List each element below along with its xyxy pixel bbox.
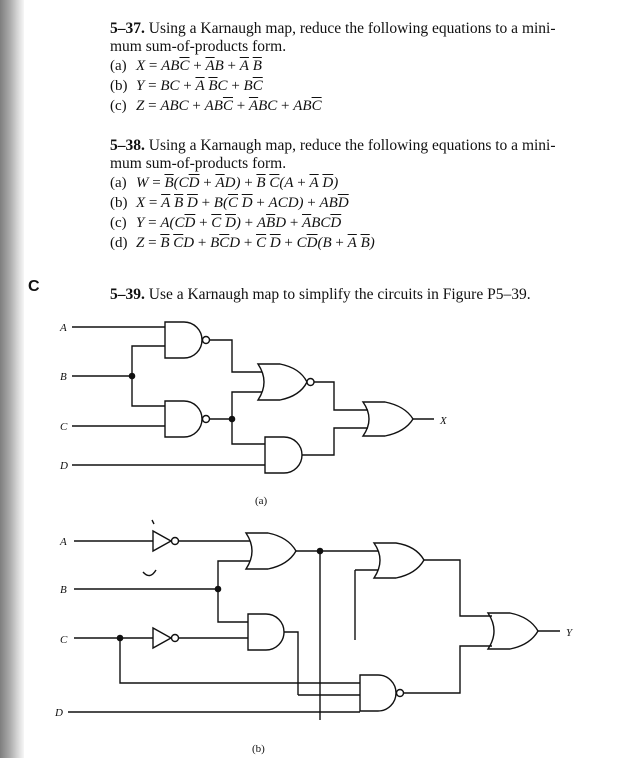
problem-number: 5–39. [110, 286, 145, 303]
wire-b-up [132, 346, 165, 376]
output-label-x: X [440, 415, 447, 427]
junction-dot [129, 373, 134, 378]
part-label: (b) [110, 78, 128, 94]
figure-caption-a: (a) [255, 495, 268, 507]
equation-5-37-b: (b) Y = BC + $\overline{A}$ $\overline{B}C + B\overline{C}$ [110, 78, 263, 94]
junction-dot [215, 586, 220, 591]
inverter-a [153, 531, 171, 551]
margin-level-letter: C [28, 278, 40, 295]
figure-caption-b: (b) [252, 743, 265, 755]
circuit-a [59, 322, 448, 507]
nand-gate-1 [165, 322, 202, 358]
inversion-bubble [172, 635, 179, 642]
input-label-d: D [60, 460, 68, 472]
wire-nor-out [314, 382, 368, 410]
problem-text-line: mum sum-of-products form. [110, 155, 287, 172]
and-gate-1 [248, 614, 284, 650]
equation-5-38-b: (b) $X = \overline{A}$ $\overline{B}$ $\overline{D} + B(\overline{C}$ $\overline{D} + ACD) + AB\overline{D}$ [110, 195, 349, 211]
circuit-b [54, 520, 574, 755]
inversion-bubble [203, 337, 210, 344]
wire-and1-out [284, 632, 298, 695]
problem-text-line: Use a Karnaugh map to simplify the circuits in Figure P5–39. [148, 286, 531, 303]
wire-b-down [132, 376, 165, 406]
part-label: (a) [110, 175, 127, 191]
input-label-a: A [60, 322, 67, 334]
nor-gate [258, 364, 307, 400]
part-label: (a) [110, 58, 127, 74]
inversion-bubble [397, 690, 404, 697]
wire-nand-out [404, 646, 493, 693]
equation-5-37-c: (c) Z = ABC + $AB\overline{C} + \overline{A}BC + AB\overline{C}$ [110, 98, 322, 114]
wire-or2-out [424, 560, 492, 616]
problem-number: 5–37. [110, 20, 145, 37]
wire-g2-up [232, 392, 262, 419]
input-label-c: C [60, 634, 68, 646]
problem-number: 5–38. [110, 137, 145, 154]
input-label-c: C [60, 421, 68, 433]
inverter-c [153, 628, 171, 648]
equation-5-37-a: (a) $X = AB\overline{C} + \overline{A}B + \overline{A}$ $\overline{B}$ [110, 58, 262, 74]
problem-text-line: Using a Karnaugh map, reduce the following equations to a mini- [148, 137, 556, 154]
stray-mark [152, 520, 154, 524]
or-gate-final [488, 613, 538, 649]
equation-5-38-c: (c) $Y = A(C\overline{D} + \overline{C}$ $\overline{D}) + A\overline{B}D + \overline{A}BC\overline{D}$ [110, 215, 342, 231]
equation-5-38-d: (d) $Z = \overline{B}$ $\overline{C}D + B\overline{C}D + \overline{C}$ $\overline{D} + C\overline{D}(B + \overline{A}$ $\overline{B}$) [110, 235, 375, 251]
wire-and-out [302, 428, 368, 455]
and-gate [265, 437, 302, 473]
inversion-bubble [203, 416, 210, 423]
stray-mark [143, 570, 156, 576]
part-label: (c) [110, 215, 127, 231]
or-gate-final [363, 402, 413, 436]
input-label-a: A [60, 536, 67, 548]
problem-text-line: mum sum-of-products form. [110, 38, 287, 55]
nand-gate-bottom [360, 675, 396, 711]
input-label-b: B [60, 584, 67, 596]
or-gate-2 [374, 543, 424, 578]
junction-dot [229, 416, 234, 421]
input-label-b: B [60, 371, 67, 383]
input-label-d: D [55, 707, 63, 719]
wire-b-down [218, 589, 248, 622]
problem-text-line: Using a Karnaugh map, reduce the following equations to a mini- [148, 20, 556, 37]
part-label: (b) [110, 195, 128, 211]
wire-g2-down [232, 419, 265, 444]
part-label: (c) [110, 98, 127, 114]
wire-c-down [120, 638, 360, 683]
part-label: (d) [110, 235, 128, 251]
output-label-y: Y [566, 627, 573, 639]
wire-b-up [218, 561, 250, 589]
or-gate-1 [246, 533, 296, 569]
nand-gate-2 [165, 401, 202, 437]
equation-5-38-a: (a) $W = \overline{B}(C\overline{D} + \overline{A}D) + \overline{B}$ $\overline{C}(A + \overline{A}$ $\overline{D}$) [110, 175, 339, 191]
inversion-bubble [307, 379, 314, 386]
wire-g1-out [210, 340, 263, 372]
inversion-bubble [172, 538, 179, 545]
